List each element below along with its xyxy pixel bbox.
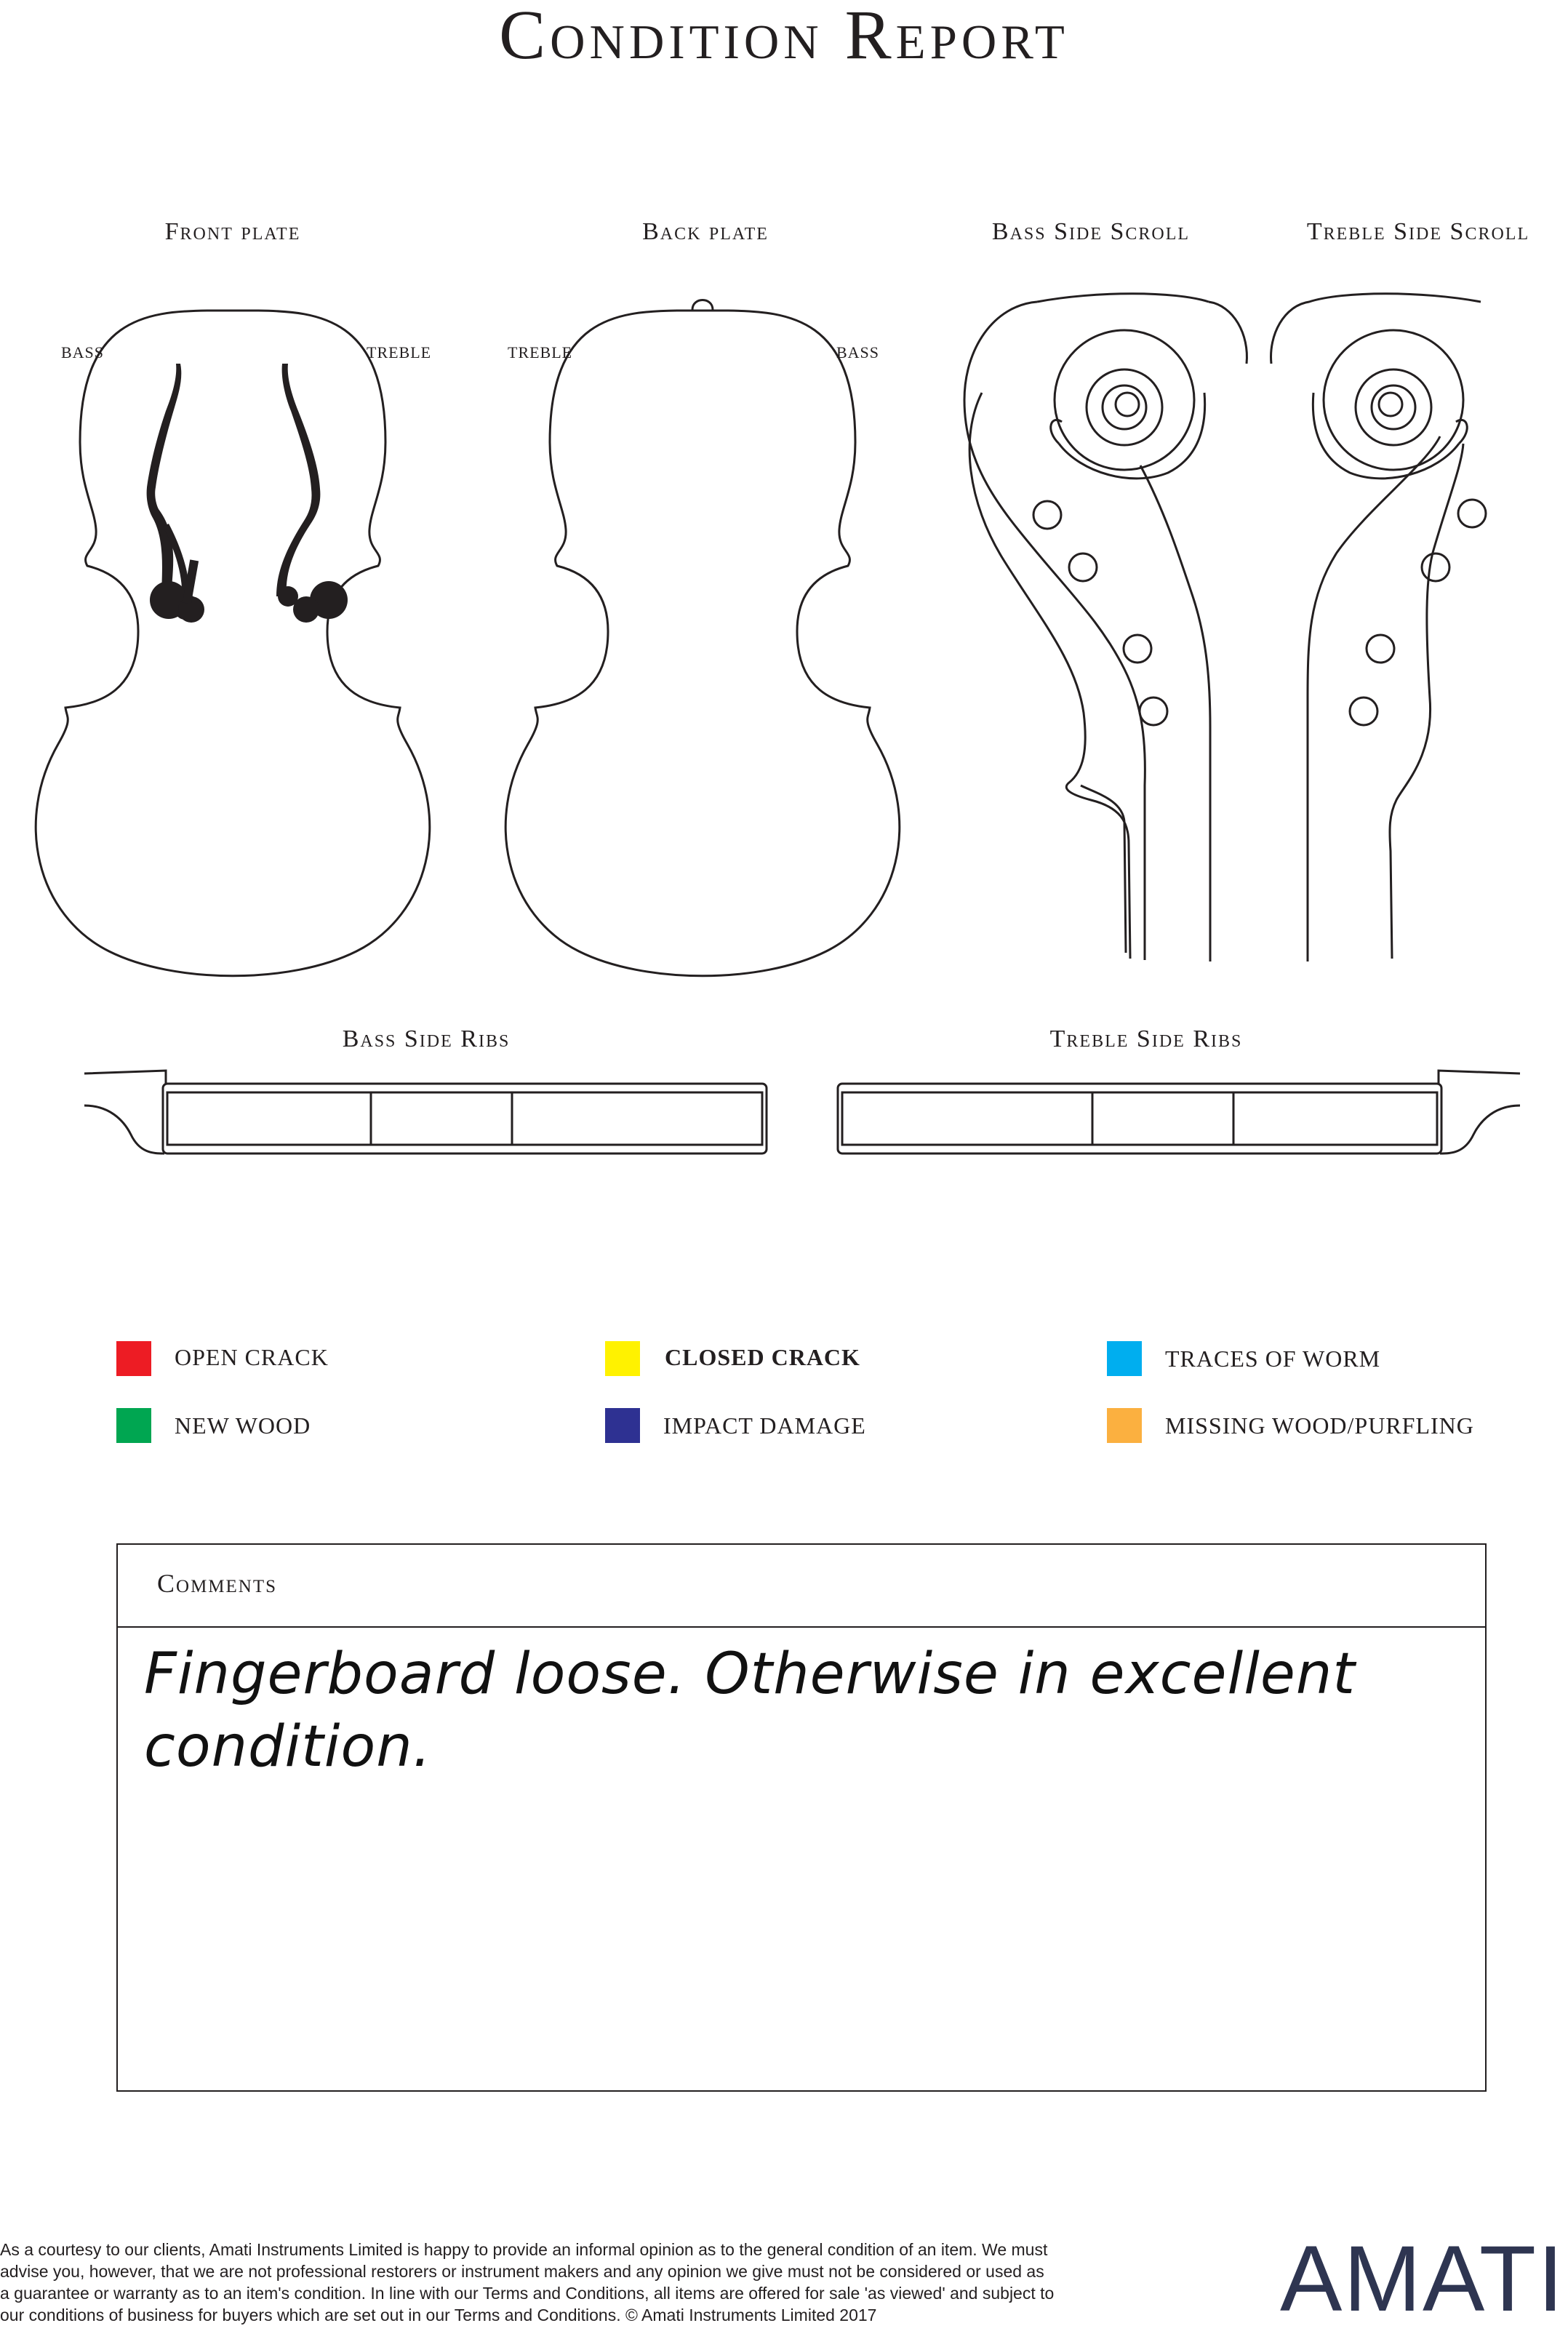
treble-scroll-outline	[1271, 294, 1495, 960]
f-hole-treble	[276, 364, 348, 623]
treble-ribs-outline	[838, 1071, 1520, 1153]
bass-ribs-outline	[84, 1071, 767, 1153]
comments-header	[118, 1545, 1485, 1628]
back-plate-outline	[505, 300, 900, 976]
traces-of-worm-swatch	[1107, 1341, 1142, 1376]
open-crack-swatch	[116, 1341, 151, 1376]
front-plate-outline	[36, 311, 430, 976]
bass-scroll-outline	[964, 294, 1263, 960]
front-bass-side-label: BASS	[61, 343, 105, 361]
bass-side-scroll-label: Bass Side Scroll	[991, 218, 1191, 245]
back-bass-side-label: BASS	[836, 343, 880, 361]
front-plate-label: Front plate	[164, 218, 301, 245]
amati-logo: AMATI	[1280, 2227, 1565, 2331]
open-crack-label: OPEN CRACK	[175, 1344, 329, 1370]
traces-of-worm-label: TRACES OF WORM	[1165, 1346, 1381, 1372]
page-title: Condition Report	[499, 0, 1069, 73]
bass-scroll-pegholes	[1033, 501, 1167, 725]
comments-box	[116, 1543, 1487, 2092]
back-treble-side-label: TREBLE	[508, 343, 573, 361]
new-wood-label: NEW WOOD	[175, 1412, 311, 1439]
disclaimer-line: As a courtesy to our clients, Amati Instruments Limited is happy to provide an informal opinion as to the general condition of an item. We must	[0, 2240, 1048, 2259]
handwritten-comment: Fingerboard loose. Otherwise in excellent condition.	[144, 1642, 1356, 1780]
bass-side-ribs-label: Bass Side Ribs	[342, 1025, 511, 1052]
closed-crack-swatch	[605, 1341, 640, 1376]
disclaimer	[0, 2239, 1164, 2326]
bass-scroll-neck	[969, 393, 1210, 961]
disclaimer-line: a guarantee or warranty as to an item's condition. In line with our Terms and Conditions, all items are offered for sale 'as viewed' and subject to	[0, 2284, 1055, 2303]
impact-damage-swatch	[605, 1408, 640, 1443]
f-hole-bass	[147, 364, 204, 623]
closed-crack-label: CLOSED CRACK	[665, 1344, 860, 1370]
treble-scroll-pegholes	[1350, 500, 1486, 725]
disclaimer-line: advise you, however, that we are not professional restorers or instrument makers and any opinion we give must not be considered or used as	[0, 2262, 1044, 2281]
impact-damage-label: IMPACT DAMAGE	[663, 1412, 866, 1439]
new-wood-swatch	[116, 1408, 151, 1443]
disclaimer-line: our conditions of business for buyers which are set out in our Terms and Conditions. © Amati Instruments Limited 2017	[0, 2306, 877, 2324]
treble-side-scroll-label: Treble Side Scroll	[1306, 218, 1530, 245]
back-plate-label: Back plate	[642, 218, 769, 245]
missing-wood-label: MISSING WOOD/PURFLING	[1165, 1412, 1474, 1439]
missing-wood-swatch	[1107, 1408, 1142, 1443]
treble-side-ribs-label: Treble Side Ribs	[1049, 1025, 1243, 1052]
comments-label: Comments	[157, 1569, 278, 1598]
front-treble-side-label: TREBLE	[367, 343, 432, 361]
